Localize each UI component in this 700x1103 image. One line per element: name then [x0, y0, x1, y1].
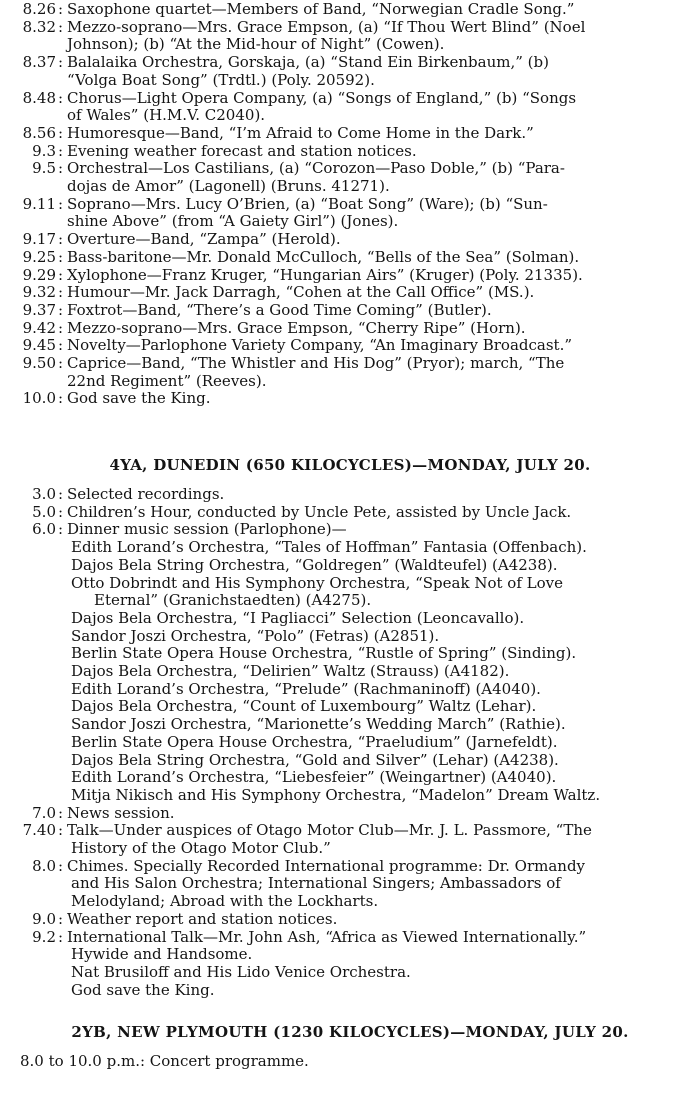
programme-entry: 8.56 : Humoresque—Band, “I’m Afraid to Come Home in the Dark.”: [0, 125, 698, 143]
entry-line: Novelty—Parlophone Variety Company, “An Imaginary Broadcast.”: [67, 336, 573, 355]
entry-time: 9.11: [22, 194, 56, 213]
programme-entry: 3.0 : Selected recordings.: [0, 486, 698, 504]
dinner-item: Edith Lorand’s Orchestra, “Liebesfeier” (Weingartner) (A4040).: [71, 768, 557, 787]
programme-entry: 9.3 : Evening weather forecast and station notices.: [0, 143, 698, 161]
programme-entry: 7.0 : News session.: [0, 805, 698, 823]
programme-entry: 9.11 : Soprano—Mrs. Lucy O’Brien, (a) “Boat Song” (Ware); (b) “Sun- shine Above” (from “A Gaiety Girl”) (Jones).: [0, 196, 698, 231]
entry-line: God save the King.: [67, 389, 211, 408]
entry-line: Chimes. Specially Recorded International programme: Dr. Ormandy: [67, 856, 586, 875]
programme-entry: 9.45 : Novelty—Parlophone Variety Company, “An Imaginary Broadcast.”: [0, 337, 698, 355]
entry-line: Mezzo-soprano—Mrs. Grace Empson, (a) “If Thou Wert Blind” (Noel: [67, 17, 586, 36]
entry-time: 8.32: [22, 17, 56, 36]
entry-time: 8.26: [22, 0, 56, 18]
dinner-item: Edith Lorand’s Orchestra, “Prelude” (Rachmaninoff) (A4040).: [71, 679, 541, 698]
programme-entry: 9.29 : Xylophone—Franz Kruger, “Hungarian Airs” (Kruger) (Poly. 21335).: [0, 267, 698, 285]
entry-time: 3.0: [32, 485, 56, 503]
programme-entry: 9.50 : Caprice—Band, “The Whistler and His Dog” (Pryor); march, “The 22nd Regiment” (Reeves).: [0, 355, 698, 390]
dinner-item: Berlin State Opera House Orchestra, “Praeludium” (Jarnefeldt).: [71, 732, 558, 751]
entry-line: News session.: [67, 803, 175, 822]
entry-time: 10.0: [22, 389, 56, 408]
entry-time: 9.29: [22, 265, 56, 284]
entry-time: 9.17: [22, 230, 56, 249]
entry-time: 8.48: [22, 88, 56, 107]
programme-entry: 8.37 : Balalaika Orchestra, Gorskaja, (a) “Stand Ein Birkenbaum,” (b) “Volga Boat Song” (Trdtl.) (Poly. 20592).: [0, 54, 698, 89]
programme-entry: 9.32 : Humour—Mr. Jack Darragh, “Cohen at the Call Office” (MS.).: [0, 284, 698, 302]
entry-line: Children’s Hour, conducted by Uncle Pete, assisted by Uncle Jack.: [67, 502, 572, 521]
entry-time: 9.37: [22, 300, 56, 319]
programme-entry: 9.5 : Orchestral—Los Castilians, (a) “Corozon—Paso Doble,” (b) “Para- dojas de Amor” (Lagonell) (Bruns. 41271).: [0, 160, 698, 195]
entry-line: International Talk—Mr. John Ash, “Africa as Viewed Internationally.”: [67, 927, 587, 946]
entry-line: and His Salon Orchestra; International Singers; Ambassadors of: [71, 874, 561, 893]
entry-line: Selected recordings.: [67, 485, 225, 503]
entry-time: 8.56: [22, 123, 56, 142]
entry-line: shine Above” (from “A Gaiety Girl”) (Jones).: [67, 212, 399, 231]
entry-line: Dinner music session (Parlophone)—: [67, 520, 347, 539]
programme-entry: 9.42 : Mezzo-soprano—Mrs. Grace Empson, “Cherry Ripe” (Horn).: [0, 320, 698, 338]
dinner-item: Berlin State Opera House Orchestra, “Rustle of Spring” (Sinding).: [71, 644, 577, 663]
entry-line: Orchestral—Los Castilians, (a) “Corozon—Paso Doble,” (b) “Para-: [67, 159, 565, 178]
programme-entry: 9.37 : Foxtrot—Band, “There’s a Good Time Coming” (Butler).: [0, 302, 698, 320]
entry-line: Mezzo-soprano—Mrs. Grace Empson, “Cherry Ripe” (Horn).: [67, 318, 526, 337]
programme-entry: 5.0 : Children’s Hour, conducted by Uncle Pete, assisted by Uncle Jack.: [0, 504, 698, 522]
entry-line: Chorus—Light Opera Company, (a) “Songs of England,” (b) “Songs: [67, 88, 577, 107]
closing-item: Nat Brusiloff and His Lido Venice Orchestra.: [71, 962, 411, 981]
programme-entry: 8.48 : Chorus—Light Opera Company, (a) “Songs of England,” (b) “Songs of Wales” (H.M.V. C2040).: [0, 90, 698, 125]
programme-entry: 9.0 : Weather report and station notices.: [0, 911, 698, 929]
entry-time: 8.37: [22, 53, 56, 72]
entry-line: Soprano—Mrs. Lucy O’Brien, (a) “Boat Song” (Ware); (b) “Sun-: [67, 194, 548, 213]
dinner-item: Dajos Bela String Orchestra, “Goldregen” (Waldteufel) (A4238).: [71, 555, 558, 574]
entry-line: Humour—Mr. Jack Darragh, “Cohen at the Call Office” (MS.).: [67, 283, 535, 302]
dinner-item: Sandor Joszi Orchestra, “Polo” (Fetras) (A2851).: [71, 626, 440, 645]
entry-line: Balalaika Orchestra, Gorskaja, (a) “Stand Ein Birkenbaum,” (b): [67, 53, 549, 72]
entry-line: Evening weather forecast and station notices.: [67, 141, 417, 160]
programme-entry: 8.0 : Chimes. Specially Recorded International programme: Dr. Ormandy and His Salon Orchestra; International Singers; Ambassadors of Melodyland; Abroad with the Lockharts.: [0, 858, 698, 911]
programme-entry: 9.17 : Overture—Band, “Zampa” (Herold).: [0, 231, 698, 249]
entry-line: Talk—Under auspices of Otago Motor Club—Mr. J. L. Passmore, “The: [67, 821, 592, 840]
entry-time: 9.25: [22, 247, 56, 266]
entry-line: Melodyland; Abroad with the Lockharts.: [71, 892, 379, 911]
entry-line: Foxtrot—Band, “There’s a Good Time Coming” (Butler).: [67, 300, 492, 319]
dinner-item: Edith Lorand’s Orchestra, “Tales of Hoffman” Fantasia (Offenbach).: [71, 538, 587, 557]
entry-line: Weather report and station notices.: [67, 909, 338, 928]
entry-line: Caprice—Band, “The Whistler and His Dog” (Pryor); march, “The: [67, 354, 565, 373]
dinner-item: Dajos Bela Orchestra, “I Pagliacci” Selection (Leoncavallo).: [71, 608, 525, 627]
programme-entry: 9.2 : International Talk—Mr. John Ash, “Africa as Viewed Internationally.”: [0, 929, 698, 947]
entry-time: 9.5: [32, 159, 56, 178]
entry-line: Johnson); (b) “At the Mid-hour of Night” (Cowen).: [67, 35, 445, 54]
dinner-item: Mitja Nikisch and His Symphony Orchestra, “Madelon” Dream Waltz.: [71, 785, 601, 804]
closing-item: God save the King.: [71, 980, 215, 999]
entry-time: 9.0: [32, 909, 56, 928]
entry-time: 9.3: [32, 141, 56, 160]
closing-item: Hywide and Handsome.: [71, 945, 253, 964]
entry-time: 9.42: [22, 318, 56, 337]
entry-line: 22nd Regiment” (Reeves).: [67, 371, 267, 390]
concert-programme-line: 8.0 to 10.0 p.m.: Concert programme.: [20, 1052, 309, 1070]
programme-entry: 7.40 : Talk—Under auspices of Otago Motor Club—Mr. J. L. Passmore, “The History of the Otago Motor Club.”: [0, 822, 698, 857]
entry-line: Xylophone—Franz Kruger, “Hungarian Airs” (Kruger) (Poly. 21335).: [67, 265, 583, 284]
dinner-item: Eternal” (Granichstaedten) (A4275).: [94, 591, 372, 610]
entry-time: 7.0: [32, 803, 56, 822]
programme-section-continued: [0, 1, 698, 408]
programme-entry: 8.26 : Saxophone quartet—Members of Band, “Norwegian Cradle Song.”: [0, 1, 698, 19]
entry-time: 5.0: [32, 502, 56, 521]
station-heading-4ya: 4YA, DUNEDIN (650 KILOCYCLES)—MONDAY, JULY 20.: [109, 456, 591, 474]
entry-line: Overture—Band, “Zampa” (Herold).: [67, 230, 341, 249]
station-heading-2yb: 2YB, NEW PLYMOUTH (1230 KILOCYCLES)—MONDAY, JULY 20.: [71, 1023, 629, 1041]
entry-line: dojas de Amor” (Lagonell) (Bruns. 41271).: [67, 177, 390, 196]
dinner-item: Sandor Joszi Orchestra, “Marionette’s Wedding March” (Rathie).: [71, 715, 566, 734]
programme-entry: 6.0 : Dinner music session (Parlophone)—: [0, 521, 698, 539]
entry-line: “Volga Boat Song” (Trdtl.) (Poly. 20592).: [67, 70, 375, 89]
entry-time: 7.40: [22, 821, 56, 840]
entry-time: 9.32: [22, 283, 56, 302]
programme-entry: 9.25 : Bass-baritone—Mr. Donald McCulloch, “Bells of the Sea” (Solman).: [0, 249, 698, 267]
entry-time: 9.50: [22, 354, 56, 373]
programme-section-4ya: [0, 486, 698, 999]
entry-line: of Wales” (H.M.V. C2040).: [67, 106, 266, 125]
dinner-item: Otto Dobrindt and His Symphony Orchestra, “Speak Not of Love: [71, 573, 563, 592]
programme-entry: 8.32 : Mezzo-soprano—Mrs. Grace Empson, (a) “If Thou Wert Blind” (Noel Johnson); (b) “At the Mid-hour of Night” (Cowen).: [0, 19, 698, 54]
entry-line: History of the Otago Motor Club.”: [71, 839, 331, 858]
programme-entry: 10.0 : God save the King.: [0, 390, 698, 408]
entry-time: 8.0: [32, 856, 56, 875]
dinner-item: Dajos Bela String Orchestra, “Gold and Silver” (Lehar) (A4238).: [71, 750, 559, 769]
dinner-item: Dajos Bela Orchestra, “Delirien” Waltz (Strauss) (A4182).: [71, 662, 510, 681]
entry-time: 6.0: [32, 520, 56, 539]
entry-time: 9.2: [32, 927, 56, 946]
entry-time: 9.45: [22, 336, 56, 355]
dinner-item: Dajos Bela Orchestra, “Count of Luxembourg” Waltz (Lehar).: [71, 697, 537, 716]
entry-line: Saxophone quartet—Members of Band, “Norwegian Cradle Song.”: [67, 0, 575, 18]
entry-line: Bass-baritone—Mr. Donald McCulloch, “Bells of the Sea” (Solman).: [67, 247, 580, 266]
entry-line: Humoresque—Band, “I’m Afraid to Come Home in the Dark.”: [67, 123, 534, 142]
